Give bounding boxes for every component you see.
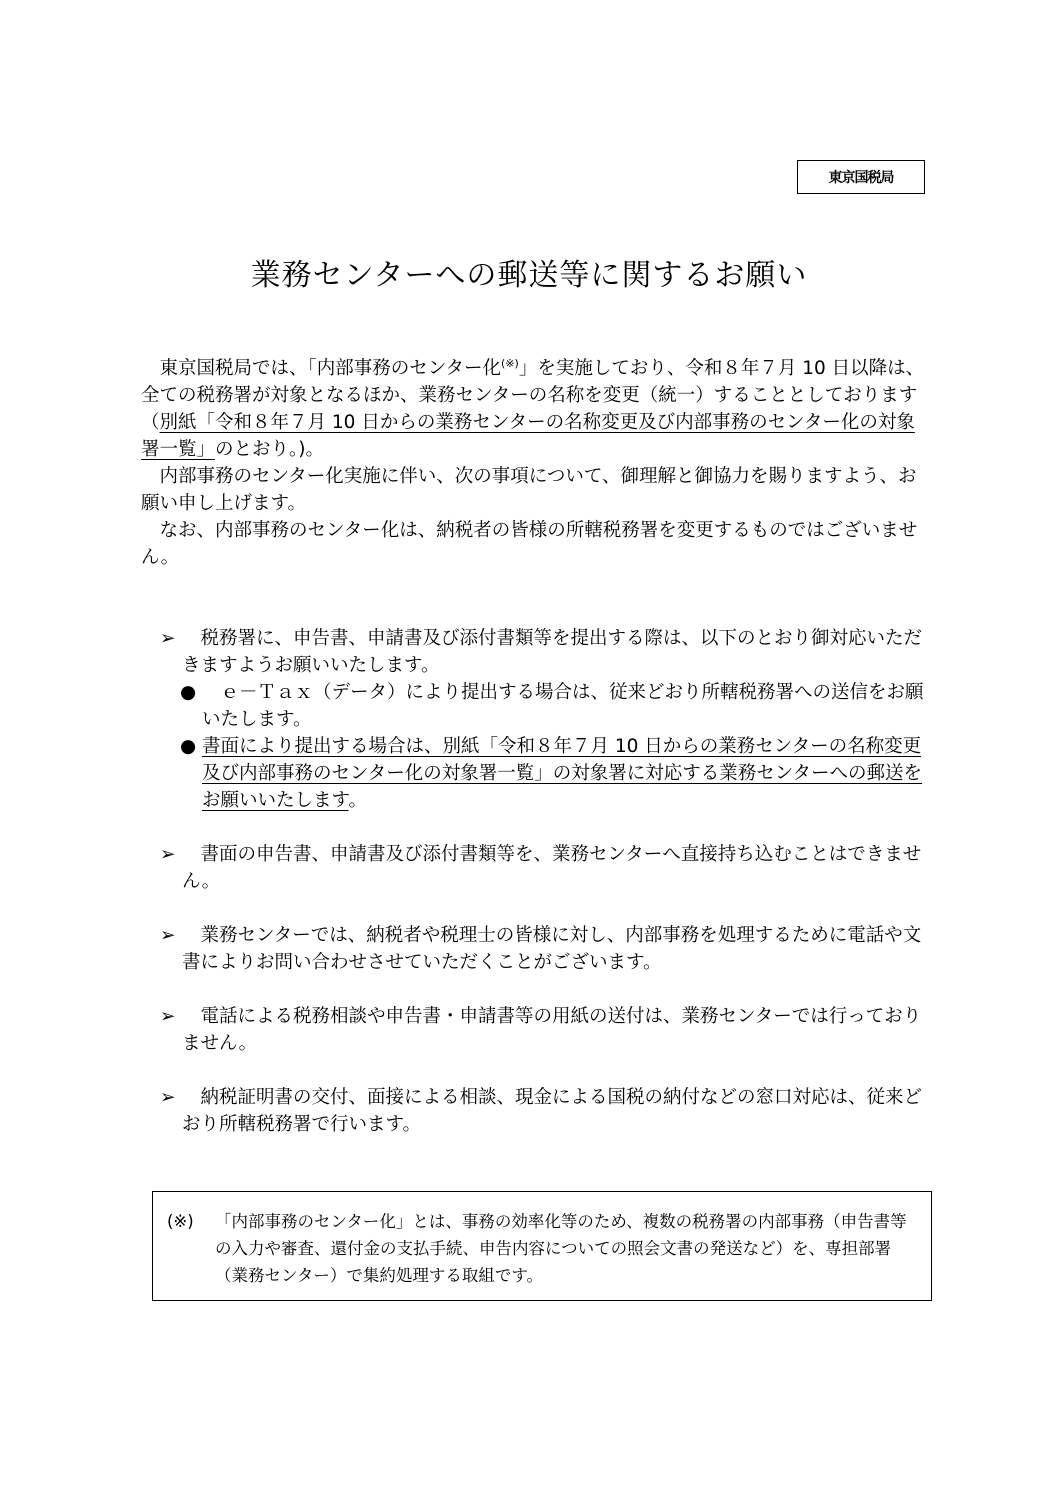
arrow-bullet-icon: ➢ bbox=[160, 925, 176, 946]
arrow-bullet-icon: ➢ bbox=[160, 628, 176, 649]
intro-paragraph-1 bbox=[141, 350, 931, 463]
request-item-3-text: 業務センターでは、納税者や税理士の皆様に対し、内部事務を処理するために電話や文書によりお問い合わせさせていただくことがございます。 bbox=[182, 925, 922, 973]
request-item-3 bbox=[160, 922, 930, 976]
request-item-4 bbox=[160, 1003, 930, 1057]
footnote-box bbox=[152, 1191, 932, 1301]
request-item-1 bbox=[160, 625, 930, 679]
request-subitem-paper-text: 書面により提出する場合は、別紙「令和８年７月 10 日からの業務センターの名称変更及び内部事務のセンター化の対象署一覧」の対象署に対応する業務センターへの郵送をお願いいたします bbox=[202, 736, 923, 811]
request-subitem-etax-text: ｅ－Ｔａｘ（データ）により提出する場合は、従来どおり所轄税務署への送信をお願いたします。 bbox=[202, 682, 924, 730]
arrow-bullet-icon: ➢ bbox=[160, 844, 176, 865]
request-item-2-text: 書面の申告書、申請書及び添付書類等を、業務センターへ直接持ち込むことはできません。 bbox=[182, 844, 922, 892]
intro-paragraph-3: なお、内部事務のセンター化は、納税者の皆様の所轄税務署を変更するものではございません。 bbox=[141, 520, 918, 569]
issuing-agency-label: 東京国税局 bbox=[797, 160, 925, 194]
footnote-text: 「内部事務のセンター化」とは、事務の効率化等のため、複数の税務署の内部事務（申告書等の入力や審査、還付金の支払手続、申告内容についての照会文書の発送など）を、専担部署（業務センター）で集約処理する取組です。 bbox=[215, 1212, 907, 1285]
page-title: 業務センターへの郵送等に関するお願い bbox=[250, 258, 808, 293]
request-item-5 bbox=[160, 1084, 930, 1138]
footnote-mark: (※) bbox=[167, 1212, 194, 1231]
request-subitem-paper-end: 。 bbox=[348, 790, 368, 811]
intro-p1-end: のとおり。)。 bbox=[215, 439, 324, 461]
request-item-4-text: 電話による税務相談や申告書・申請書等の用紙の送付は、業務センターでは行っておりません。 bbox=[182, 1006, 922, 1054]
bullet-icon: ● bbox=[180, 736, 197, 757]
request-subitem-paper bbox=[180, 733, 930, 814]
request-list bbox=[160, 625, 930, 1138]
footnote-marker: (※) bbox=[501, 357, 519, 370]
request-subitem-etax bbox=[180, 679, 930, 733]
arrow-bullet-icon: ➢ bbox=[160, 1087, 176, 1108]
attachment-reference: 別紙「令和８年７月 10 日からの業務センターの名称変更及び内部事務のセンター化の対象署一覧」 bbox=[141, 412, 915, 461]
bullet-icon: ● bbox=[180, 682, 197, 703]
intro-paragraph-2: 内部事務のセンター化実施に伴い、次の事項について、御理解と御協力を賜りますよう、お願い申し上げます。 bbox=[141, 466, 917, 515]
arrow-bullet-icon: ➢ bbox=[160, 1006, 176, 1027]
request-item-1-text: 税務署に、申告書、申請書及び添付書類等を提出する際は、以下のとおり御対応いただきますようお願いいたします。 bbox=[182, 628, 923, 676]
request-item-2 bbox=[160, 841, 930, 895]
request-item-5-text: 納税証明書の交付、面接による相談、現金による国税の納付などの窓口対応は、従来どおり所轄税務署で行います。 bbox=[182, 1087, 923, 1135]
intro-p1-part2: 」を実施しており、令和８年７月 10 日以降は、全ての税務署が対象となるほか、業務センターの名称を変更（統一）することとしております（ bbox=[141, 358, 925, 434]
intro-section bbox=[141, 350, 931, 571]
intro-p1-part1: 東京国税局では、「内部事務のセンター化 bbox=[159, 358, 502, 380]
